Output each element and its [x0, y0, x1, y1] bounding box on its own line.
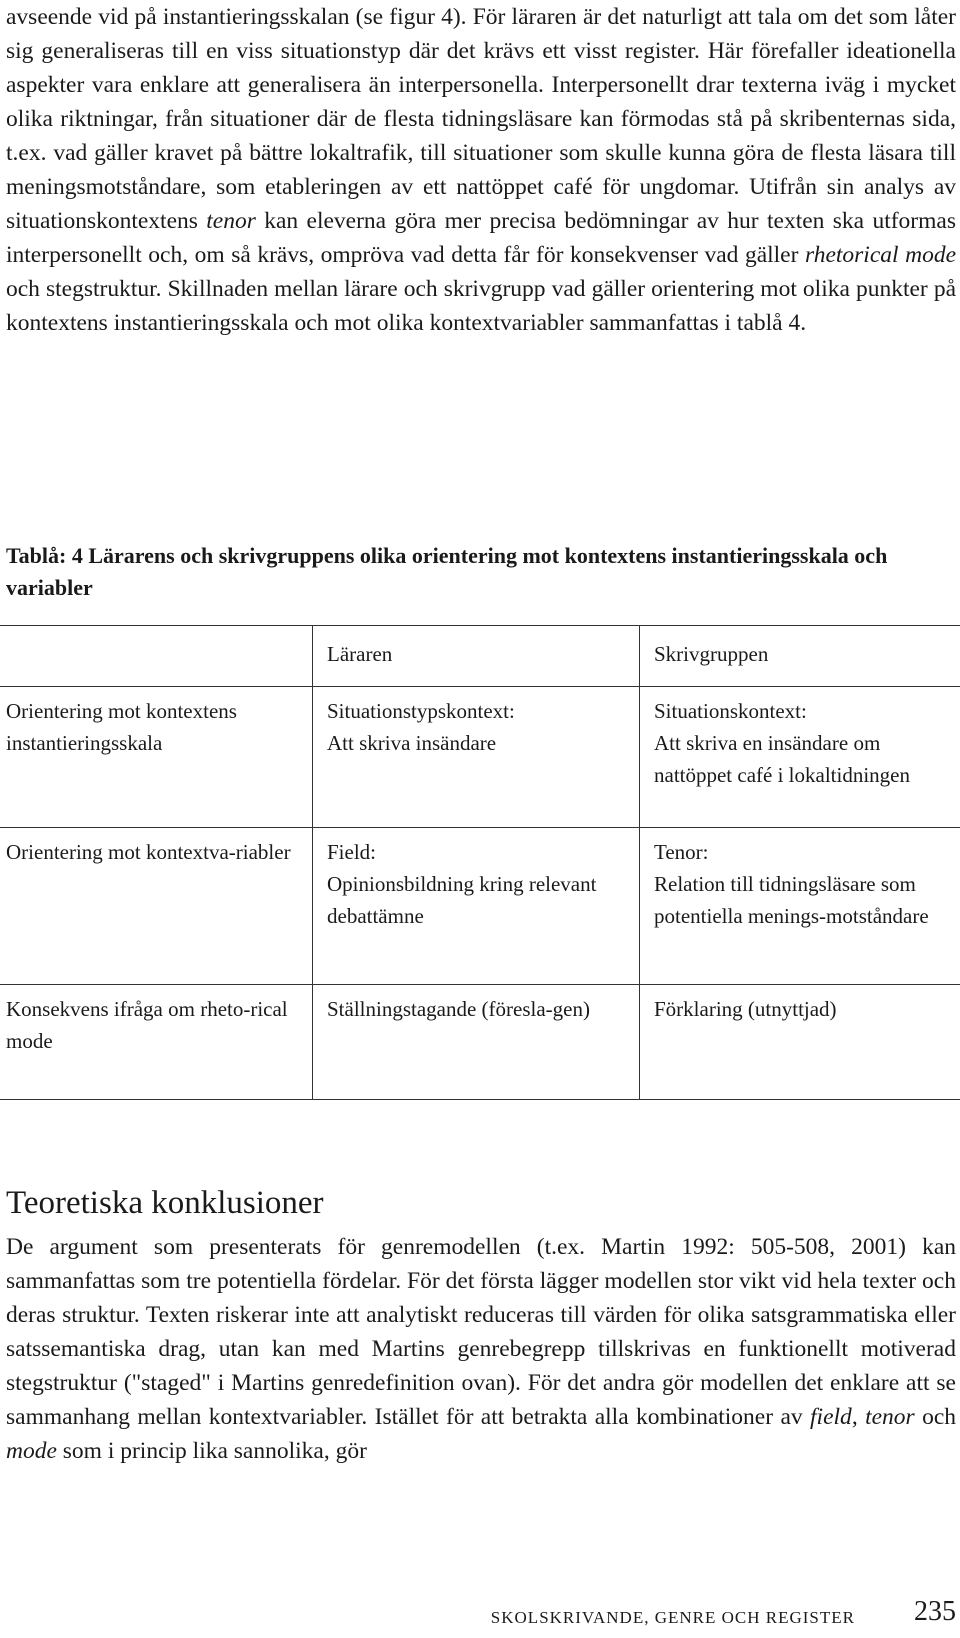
cell-title: Situationskontext:: [654, 699, 807, 723]
body-paragraph-2: [6, 1230, 956, 1468]
cell-body: Relation till tidningsläsare som potentiella menings-motståndare: [654, 872, 929, 928]
cell-title: Förklaring (utnyttjad): [654, 997, 837, 1021]
header-empty-cell: [0, 626, 313, 687]
paragraph-text: ,: [851, 1404, 866, 1430]
cell-lararen: [313, 687, 640, 828]
row-label: Konsekvens ifråga om rheto-rical mode: [6, 997, 288, 1053]
row-label: Orientering mot kontextens instantieringsskala: [6, 699, 237, 755]
header-skrivgruppen: Skrivgruppen: [640, 626, 960, 687]
cell-body: Opinionsbildning kring relevant debattämne: [327, 872, 597, 928]
cell-lararen: [313, 828, 640, 985]
header-lararen: Läraren: [313, 626, 640, 687]
body-paragraph-1: [6, 0, 956, 340]
italic-term: mode: [6, 1438, 57, 1464]
paragraph-text: avseende vid på instantieringsskalan (se figur 4). För läraren är det naturligt att tala om det som låter sig generaliseras till en viss situationstyp där det krävs ett visst register. Här förefaller ideationella aspekter vara enklare att generalisera än interpersonella. Interpersonellt drar texterna iväg i mycket olika riktningar, från situationer där de flesta tidningsläsare kan förmodas stå på skribenternas sida, t.ex. vad gäller kravet på bättre lokaltrafik, till situationer som skulle kunna göra de flesta läsara till meningsmotståndare, som etableringen av ett nattöppet café för ungdomar. Utifrån sin analys av situationskontextens: [6, 4, 956, 234]
cell-skrivgruppen: [640, 985, 960, 1100]
running-head: SKOLSKRIVANDE, GENRE OCH REGISTER: [490, 1608, 855, 1627]
table-header-row: [0, 626, 960, 687]
cell-title: Field:: [327, 840, 377, 864]
paragraph-text: och stegstruktur. Skillnaden mellan lärare och skrivgrupp vad gäller orientering mot olika punkter på kontextens instantieringsskala och mot olika kontextvariabler sammanfattas i tablå 4.: [6, 276, 956, 336]
comparison-table: [0, 625, 960, 1100]
table-caption: Tablå: 4 Lärarens och skrivgruppens olika orientering mot kontextens instantieringsskala och variabler: [6, 543, 888, 600]
cell-title: Tenor:: [654, 840, 709, 864]
paragraph-text: och: [914, 1404, 957, 1430]
section-heading: Teoretiska konklusioner: [6, 1185, 324, 1221]
paragraph-text: kan eleverna göra mer precisa bedömningar av hur texten ska utformas interpersonellt och, om så krävs, ompröva vad detta får för konsekvenser vad gäller: [6, 208, 956, 268]
italic-term: tenor: [206, 208, 256, 234]
italic-term: tenor: [865, 1404, 915, 1430]
paragraph-text: De argument som presenterats för genremodellen (t.ex. Martin 1992: 505-508, 2001) kan sammanfattas som tre potentiella fördelar. För det första lägger modellen stor vikt vid hela texter och deras struktur. Texten riskerar inte att analytiskt reduceras till värden för olika satsgrammatiska eller satssemantiska drag, utan kan med Martins genrebegrepp tillskrivas en funktionellt motiverad stegstruktur ("staged" i Martins genredefinition ovan). För det andra gör modellen det enklare att se sammanhang mellan kontextvariabler. Istället för att betrakta alla kombinationer av: [6, 1234, 956, 1430]
page-number: 235: [914, 1596, 956, 1627]
cell-title: Situationstypskontext:: [327, 699, 515, 723]
paragraph-text: som i princip lika sannolika, gör: [56, 1438, 367, 1464]
italic-term: field: [810, 1404, 852, 1430]
table-row: [0, 985, 960, 1100]
table-row: [0, 687, 960, 828]
row-label: Orientering mot kontextva-riabler: [6, 840, 291, 864]
cell-title: Ställningstagande (föresla-gen): [327, 997, 590, 1021]
cell-body: Att skriva insändare: [327, 731, 497, 755]
table-row: [0, 828, 960, 985]
cell-skrivgruppen: [640, 687, 960, 828]
cell-lararen: [313, 985, 640, 1100]
page-footer: [0, 1596, 960, 1636]
cell-skrivgruppen: [640, 828, 960, 985]
cell-body: Att skriva en insändare om nattöppet café i lokaltidningen: [654, 731, 910, 787]
italic-term: rhetorical mode: [804, 242, 956, 268]
